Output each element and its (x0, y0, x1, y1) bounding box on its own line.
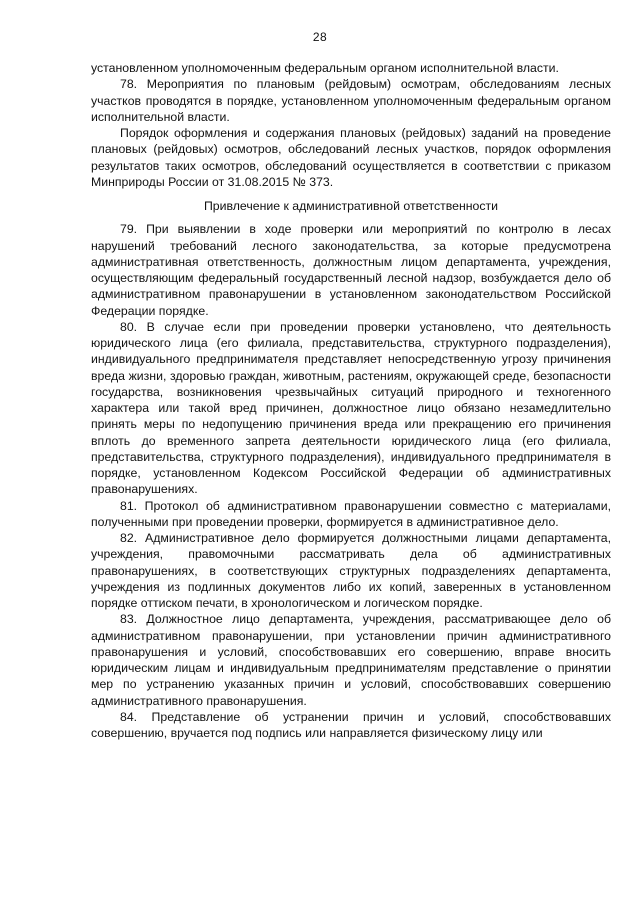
paragraph-continuation: установленном уполномоченным федеральным органом исполнительной власти. (91, 61, 559, 75)
document-body (91, 60, 611, 741)
section-heading: Привлечение к административной ответственности (203, 199, 499, 213)
paragraph-83: 83. Должностное лицо департамента, учреждения, рассматривающее дело об административном правонарушении, при установлении причин административного правонарушения и условий, способствовавших его совершению, вправе вносить юридическим лицам и индивидуальным предпринимателям представление о принятии мер по устранению указанных причин и условий, способствовавших совершению административного правонарушения. (91, 612, 611, 708)
paragraph-78: 78. Мероприятия по плановым (рейдовым) осмотрам, обследованиям лесных участков проводятся в порядке, установленном уполномоченным федеральным органом исполнительной власти. (91, 77, 611, 124)
paragraph-inspection-order: Порядок оформления и содержания плановых (рейдовых) заданий на проведение плановых (рейдовых) осмотров, обследований лесных участков, порядок оформления результатов таких осмотров, обследований осуществляется в соответствии с приказом Минприроды России от 31.08.2015 № 373. (91, 126, 611, 189)
paragraph-81: 81. Протокол об административном правонарушении совместно с материалами, полученными при проведении проверки, формируется в административное дело. (91, 498, 611, 529)
paragraph-82: 82. Административное дело формируется должностными лицами департамента, учреждения, правомочными рассматривать дела об административных правонарушениях, в соответствующих структурных подразделениях департамента, учреждения из подлинных документов либо их копий, заверенных в установленном порядке оттиском печати, в хронологическом и логическом порядке. (91, 531, 611, 610)
paragraph-84: 84. Представление об устранении причин и условий, способствовавших совершению, вручается под подпись или направляется физическому лицу или (91, 709, 611, 740)
page-number: 28 (312, 30, 328, 44)
paragraph-80: 80. В случае если при проведении проверки установлено, что деятельность юридического лица (его филиала, представительства, структурного подразделения), индивидуального предпринимателя представляет непосредственную угрозу причинения вреда жизни, здоровью граждан, животным, растениям, окружающей среде, безопасности государства, возникновения чрезвычайных ситуаций природного и техногенного характера или такой вред причинен, должностное лицо обязано незамедлительно принять меры по недопущению причинения вреда или прекращению его причинения вплоть до временного запрета деятельности юридического лица (его филиала, представительства, структурного подразделения), индивидуального предпринимателя в порядке, установленном Кодексом Российской Федерации об административных правонарушениях. (91, 319, 611, 497)
paragraph-79: 79. При выявлении в ходе проверки или мероприятий по контролю в лесах нарушений требований лесного законодательства, за которые предусмотрена административная ответственность, должностным лицом департамента, учреждения, осуществляющим федеральный государственный лесной надзор, возбуждается дело об административном правонарушении в установленном законодательством Российской Федерации порядке. (91, 222, 611, 318)
